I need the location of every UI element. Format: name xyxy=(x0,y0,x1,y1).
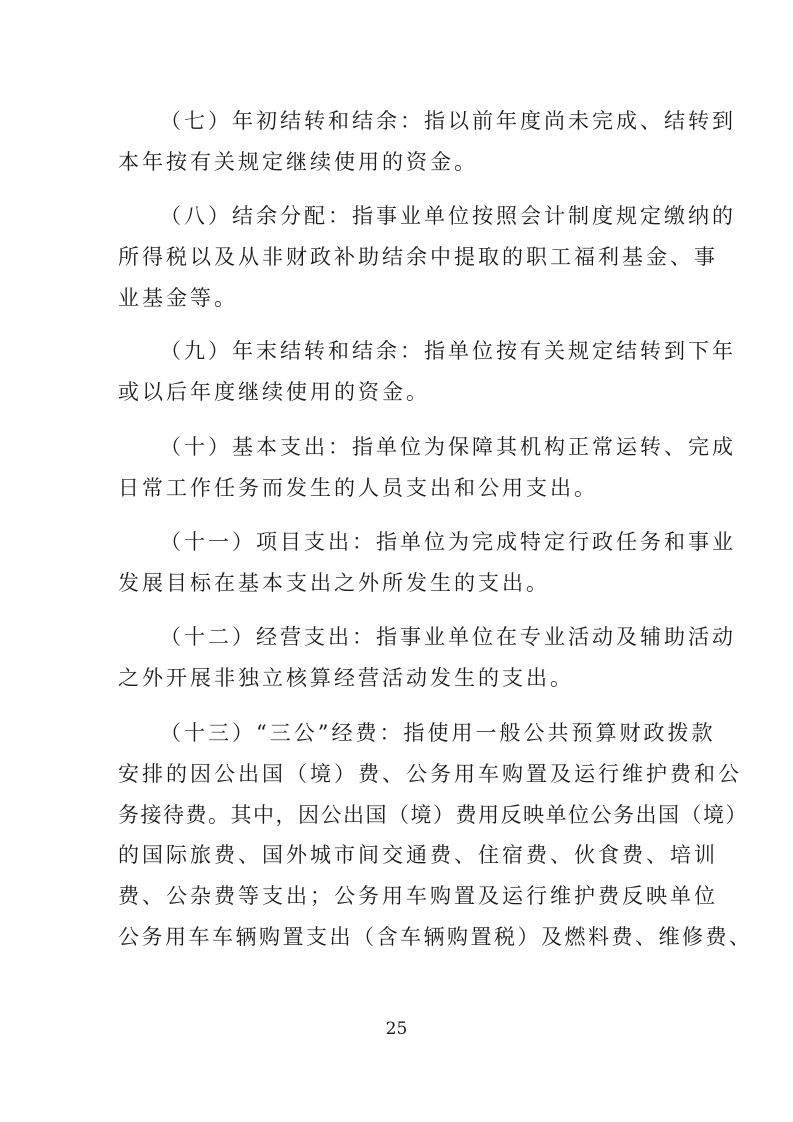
paragraph-13-line-4: 的国际旅费、国外城市间交通费、住宿费、伙食费、培训 xyxy=(118,843,718,867)
paragraph-7-line-1: （七）年初结转和结余：指以前年度尚未完成、结转到 xyxy=(160,109,736,133)
paragraph-8-line-2: 所得税以及从非财政补助结余中提取的职工福利基金、事 xyxy=(118,245,718,269)
paragraph-8-line-1: （八）结余分配：指事业单位按照会计制度规定缴纳的 xyxy=(160,204,736,228)
paragraph-7-line-2: 本年按有关规定继续使用的资金。 xyxy=(118,150,478,174)
paragraph-13-line-2: 安排的因公出国（境）费、公务用车购置及运行维护费和公 xyxy=(118,762,742,786)
paragraph-12-line-2: 之外开展非独立核算经营活动发生的支出。 xyxy=(118,666,574,690)
page-number: 25 xyxy=(385,1019,408,1039)
paragraph-12-line-1: （十二）经营支出：指事业单位在专业活动及辅助活动 xyxy=(160,625,736,649)
paragraph-11-line-1: （十一）项目支出：指单位为完成特定行政任务和事业 xyxy=(160,530,736,554)
paragraph-11-line-2: 发展目标在基本支出之外所发生的支出。 xyxy=(118,571,550,595)
paragraph-13-line-6: 公务用车车辆购置支出（含车辆购置税）及燃料费、维修费、 xyxy=(118,925,753,949)
paragraph-13-line-5: 费、公杂费等支出；公务用车购置及运行维护费反映单位 xyxy=(118,884,718,908)
paragraph-9-line-1: （九）年末结转和结余：指单位按有关规定结转到下年 xyxy=(160,339,736,363)
paragraph-10-line-2: 日常工作任务而发生的人员支出和公用支出。 xyxy=(118,476,598,500)
paragraph-13-line-1: （十三）“三公”经费：指使用一般公共预算财政拨款 xyxy=(160,721,716,745)
paragraph-13-line-3: 务接待费。其中，因公出国（境）费用反映单位公务出国（境） xyxy=(118,803,748,827)
paragraph-8-line-3: 业基金等。 xyxy=(118,286,238,310)
paragraph-10-line-1: （十）基本支出：指单位为保障其机构正常运转、完成 xyxy=(160,435,736,459)
paragraph-9-line-2: 或以后年度继续使用的资金。 xyxy=(118,380,430,404)
